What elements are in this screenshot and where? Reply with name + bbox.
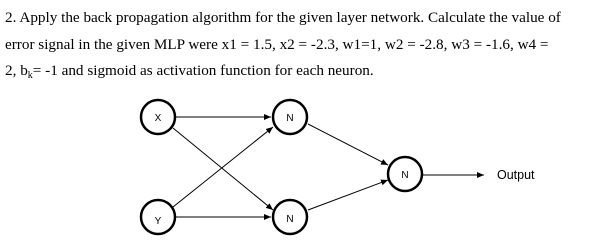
hidden-node-top	[273, 100, 307, 134]
edge-y-to-top	[173, 127, 273, 207]
question-line-1: 2. Apply the back propagation algorithm for the given layer network. Calculate the value of	[5, 9, 561, 26]
question-line-2: error signal in the given MLP were x1 = 1.5, x2 = -2.3, w1=1, w2 = -2.8, w3 = -1.6, w4 =	[5, 35, 549, 53]
output-label: Output	[497, 168, 535, 182]
output-node-label: N	[401, 170, 409, 181]
bias-subscript: k	[27, 70, 33, 81]
edge-bottom-to-output	[308, 180, 388, 210]
hidden-node-top-label: N	[286, 113, 294, 124]
hidden-node-bottom-label: N	[286, 214, 294, 225]
input-node-x-label: X	[154, 113, 162, 124]
hidden-node-bottom	[273, 200, 307, 234]
edge-top-to-output	[308, 124, 388, 165]
input-node-y	[141, 200, 175, 234]
question-line-3-prefix: 2, b	[5, 62, 28, 79]
question-line-3-suffix: = -1 and sigmoid as activation function for each neuron.	[32, 62, 374, 79]
input-node-x	[141, 100, 175, 134]
output-node	[388, 157, 422, 191]
edge-x-to-bottom	[173, 128, 273, 210]
input-node-y-label: Y	[154, 216, 162, 227]
